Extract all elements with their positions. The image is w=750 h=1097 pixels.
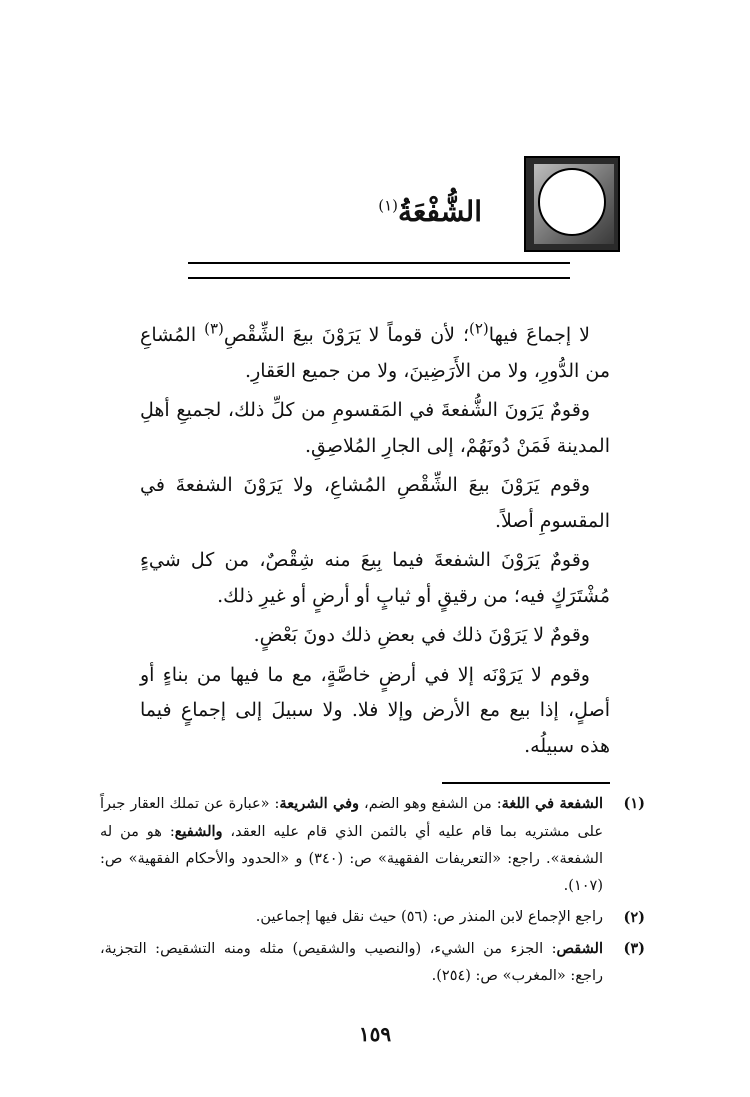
- chapter-title-text: الشُّفْعَةُ: [398, 195, 482, 228]
- footnote-separator: [442, 782, 610, 784]
- paragraph-5: وقومٌ لا يَرَوْنَ ذلك في بعضِ ذلك دونَ بَعْضٍ.: [253, 624, 590, 646]
- footnote-term: الشفعة في اللغة: [501, 795, 603, 812]
- footnote-text: [100, 796, 603, 894]
- footnote-3: [100, 935, 645, 990]
- footnote-segment: : الجزء من الشيء، (والنصيب والشقيص) مثله ومنه التشقيص: التجزية، راجع: «المغرب» ص: (٢٥٤).: [100, 941, 603, 984]
- footnote-ref-2[interactable]: (٢): [468, 319, 489, 338]
- footnotes: [100, 790, 645, 994]
- footnote-term: الشقص: [556, 940, 603, 957]
- paragraph-3: وقوم يَرَوْنَ بيعَ الشِّقْصِ المُشاعِ، ولا يَرَوْنَ الشفعةَ في المقسومِ أصلاً.: [140, 474, 610, 532]
- footnote-ref-3[interactable]: (٣): [204, 319, 224, 338]
- title-rule-bottom: [188, 277, 570, 279]
- footnote-1: [100, 790, 645, 900]
- footnote-segment: : «عبارة عن تملك العقار جبراً على مشتريه بما قام عليه أي بالثمن الذي قام عليه العقد،: [100, 796, 603, 840]
- footnote-term: والشفيع: [174, 823, 223, 840]
- paragraph-1-part: ؛ لأن قوماً لا يَرَوْنَ بيعَ الشِّقْصِ: [223, 324, 469, 346]
- body-text: [140, 318, 610, 768]
- footnote-2: [100, 904, 645, 931]
- chapter-ornament: [524, 156, 620, 252]
- paragraph-1-part: المُشاعِ من الدُّورِ، ولا من الأَرَضِينَ، ولا من جميع العَقارِ.: [140, 324, 610, 382]
- chapter-footnote-ref[interactable]: (١): [378, 196, 399, 215]
- title-rule-top: [188, 262, 570, 264]
- footnote-text: راجع الإجماع لابن المنذر ص: (٥٦) حيث نقل فيها إجماعين.: [255, 909, 603, 925]
- footnote-number: (٢): [623, 909, 645, 926]
- footnote-segment: : هو من له الشفعة». راجع: «التعريفات الفقهية» ص: (٣٤٠) و «الحدود والأحكام الفقهية» ص: (١٠٧).: [100, 824, 603, 894]
- paragraph-2: وقومٌ يَرَونَ الشُّفعةَ في المَقسومِ من كلِّ ذلك، لجميعِ أهلِ المدينة فَمَنْ دُونَهُمْ، إلى الجارِ المُلاصِقِ.: [140, 399, 610, 457]
- footnote-number: (٣): [623, 940, 645, 957]
- paragraph-1: [140, 318, 610, 389]
- page-number: ١٥٩: [358, 1022, 392, 1046]
- footnote-segment: : من الشفع وهو الضم،: [359, 796, 502, 812]
- ornament-circle: [538, 168, 606, 236]
- paragraph-6: وقوم لا يَرَوْنَه إلا في أرضٍ خاصَّةٍ، مع ما فيها من بناءٍ أو أصلٍ، إذا بيع مع الأرض وإلا فلا. ولا سبيلَ إلى إجماعٍ فيما هذه سبيلُه.: [140, 663, 610, 757]
- paragraph-4: وقومٌ يَرَوْنَ الشفعةَ فيما بِيعَ منه شِقْصٌ، من كل شيءٍ مُشْتَرَكٍ فيه؛ من رقيقٍ أو ثيابٍ أو أرضٍ أو غيرِ ذلك.: [140, 549, 610, 607]
- footnote-term: وفي الشريعة: [279, 795, 360, 812]
- footnote-text: [100, 941, 603, 984]
- chapter-title: [378, 192, 482, 232]
- paragraph-1-part: لا إجماعَ فيها: [488, 324, 590, 346]
- footnote-number: (١): [623, 795, 645, 812]
